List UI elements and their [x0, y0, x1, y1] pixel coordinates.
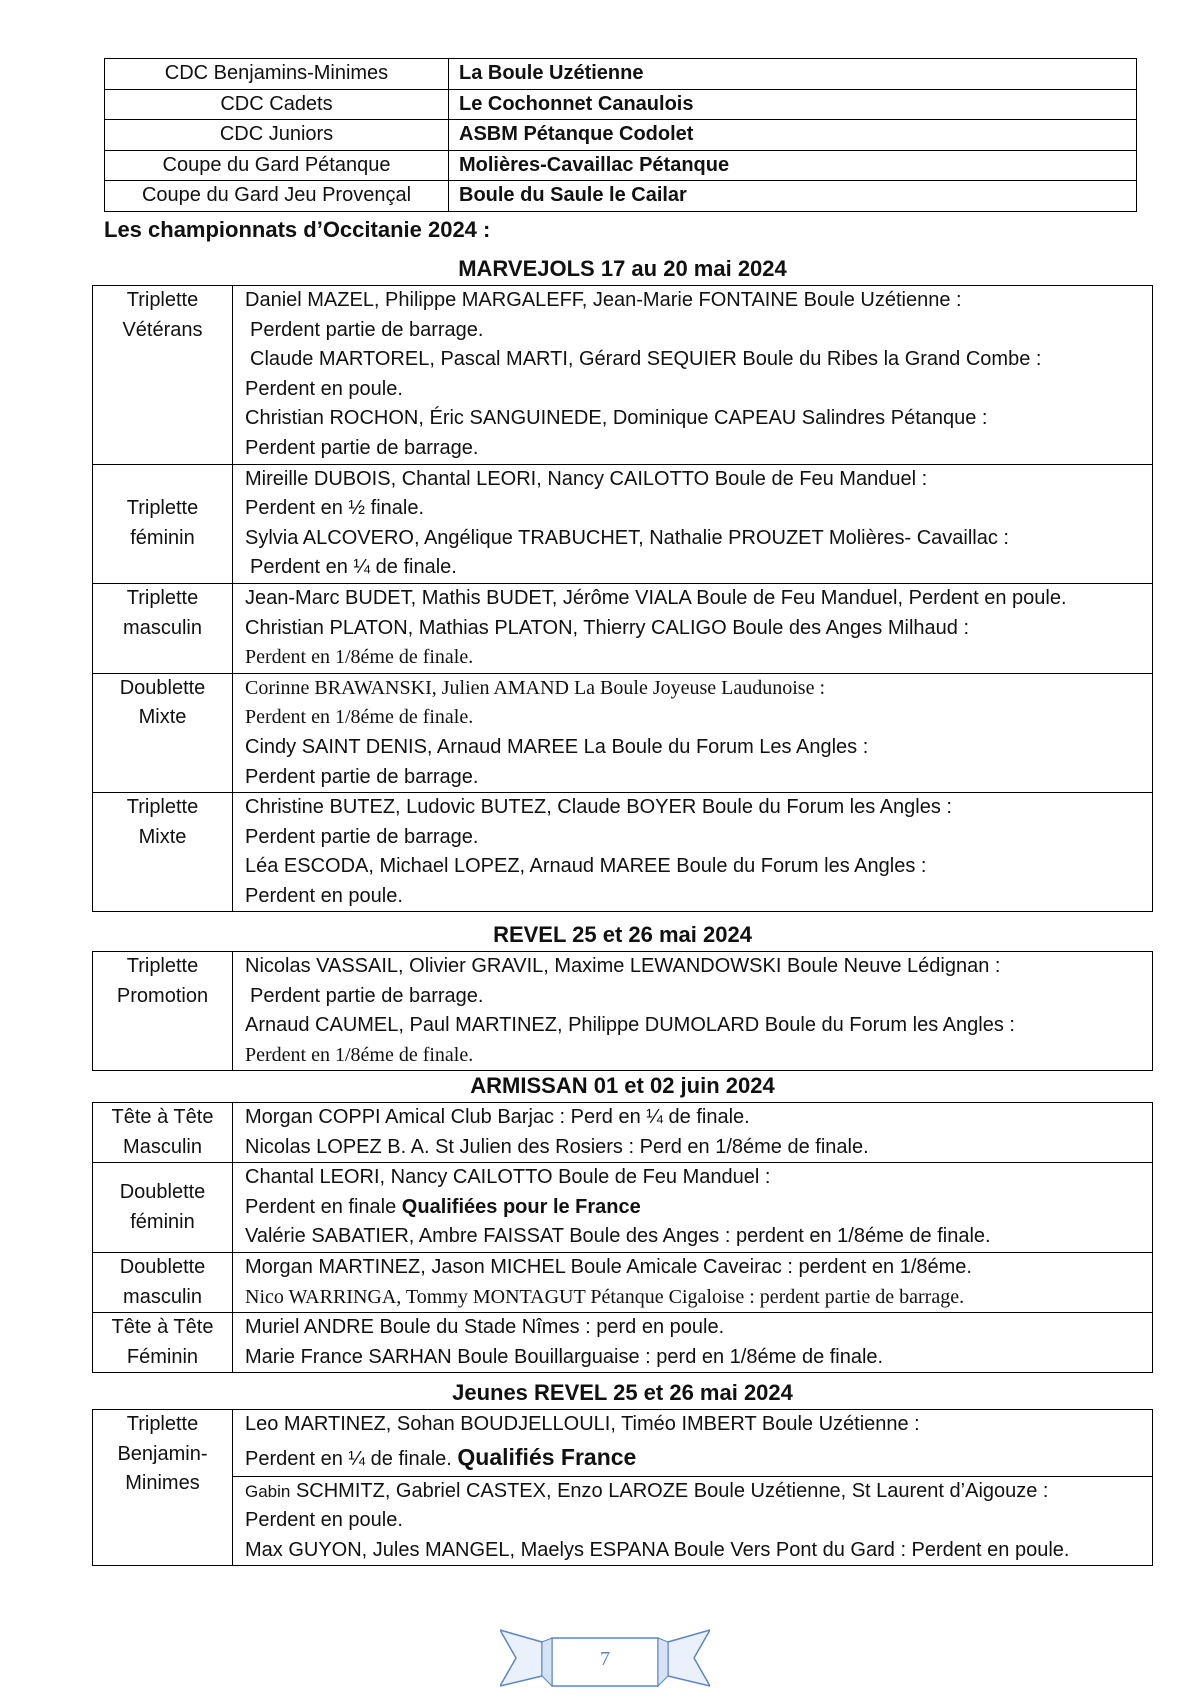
category-cell — [93, 673, 233, 792]
results-divider — [233, 1476, 1152, 1566]
result-line: Perdent partie de barrage. — [245, 765, 479, 788]
team-line: Daniel MAZEL, Philippe MARGALEFF, Jean-Marie FONTAINE Boule Uzétienne : — [245, 289, 962, 311]
category-cell — [93, 1313, 233, 1373]
category-line: masculin — [123, 616, 202, 639]
table-row — [93, 464, 1153, 583]
result-text: Perdent en ¼ de finale. — [245, 1447, 452, 1470]
result-line: Perdent partie de barrage. — [245, 436, 479, 459]
category-line: Tête à Tête — [111, 1316, 214, 1339]
category-line: Benjamin- — [117, 1442, 208, 1465]
results-cell — [233, 286, 1153, 465]
table-row — [93, 793, 1153, 912]
category-line: masculin — [123, 1285, 202, 1308]
team-line: Leo MARTINEZ, Sohan BOUDJELLOULI, Timéo IMBERT Boule Uzétienne : — [245, 1413, 920, 1435]
category-line: Triplette — [126, 796, 199, 819]
result-line: Perdent partie de barrage. — [245, 825, 479, 848]
table-row — [93, 286, 1153, 465]
revel-table — [92, 951, 1153, 1071]
result-text: Perdent en finale — [245, 1195, 397, 1218]
category-line: Féminin — [126, 1345, 199, 1368]
category-cell — [93, 286, 233, 465]
category-line: Triplette — [126, 497, 199, 520]
result-line — [245, 1440, 1152, 1476]
team-line: Muriel ANDRE Boule du Stade Nîmes : perd en poule. — [245, 1316, 725, 1339]
winner-club: Boule du Saule le Cailar — [449, 181, 1137, 212]
competition-label: Coupe du Gard Jeu Provençal — [105, 181, 449, 212]
result-line — [245, 1193, 1152, 1223]
first-name-fragment: Gabin — [245, 1481, 291, 1501]
table-row — [93, 1410, 1153, 1566]
results-cell — [233, 673, 1153, 792]
result-line: Perdent en poule. — [245, 884, 403, 907]
team-line: Morgan COPPI Amical Club Barjac : Perd en ¼ de finale. — [245, 1106, 750, 1128]
team-line: Sylvia ALCOVERO, Angélique TRABUCHET, Nathalie PROUZET Molières- Cavaillac : — [245, 526, 1009, 549]
qualification-note: Qualifiées pour le France — [401, 1195, 641, 1218]
category-line: Doublette — [119, 676, 206, 699]
team-line: Nico WARRINGA, Tommy MONTAGUT Pétanque Cigaloise : perdent partie de barrage. — [245, 1285, 965, 1308]
team-line: Jean-Marc BUDET, Mathis BUDET, Jérôme VIALA Boule de Feu Manduel, Perdent en poule. — [245, 586, 1067, 609]
category-cell — [93, 583, 233, 673]
team-line: Nicolas LOPEZ B. A. St Julien des Rosiers : Perd en 1/8éme de finale. — [245, 1135, 869, 1158]
table-row — [105, 89, 1137, 120]
team-line: Arnaud CAUMEL, Paul MARTINEZ, Philippe DUMOLARD Boule du Forum les Angles : — [245, 1014, 1015, 1037]
team-line: Valérie SABATIER, Ambre FAISSAT Boule des Anges : perdent en 1/8éme de finale. — [245, 1225, 991, 1248]
category-line: Triplette — [126, 289, 199, 311]
team-line: Chantal LEORI, Nancy CAILOTTO Boule de Feu Manduel : — [245, 1166, 771, 1189]
category-line: Mixte — [138, 706, 187, 729]
table-row — [93, 1252, 1153, 1312]
cdc-results-table — [104, 58, 1137, 212]
category-line: Tête à Tête — [111, 1106, 214, 1128]
category-cell — [93, 793, 233, 912]
team-line: Léa ESCODA, Michael LOPEZ, Arnaud MAREE Boule du Forum les Angles : — [245, 855, 927, 878]
category-line: Doublette — [119, 1180, 206, 1203]
team-line — [245, 1477, 1152, 1507]
occitanie-heading: Les championnats d’Occitanie 2024 : — [104, 217, 491, 242]
winner-club: Molières-Cavaillac Pétanque — [449, 150, 1137, 181]
result-line: Perdent partie de barrage. — [250, 984, 484, 1007]
team-line: Marie France SARHAN Boule Bouillarguaise : perd en 1/8éme de finale. — [245, 1345, 884, 1368]
page-number: 7 — [600, 1648, 610, 1670]
team-line: Christine BUTEZ, Ludovic BUTEZ, Claude BOYER Boule du Forum les Angles : — [245, 796, 952, 819]
category-cell — [93, 952, 233, 1071]
team-line: Nicolas VASSAIL, Olivier GRAVIL, Maxime LEWANDOWSKI Boule Neuve Lédignan : — [245, 955, 1001, 977]
results-cell — [233, 1410, 1153, 1566]
table-row — [93, 1313, 1153, 1373]
category-line: Minimes — [125, 1472, 200, 1495]
table-row — [93, 1163, 1153, 1253]
table-row — [93, 583, 1153, 673]
team-line: Morgan MARTINEZ, Jason MICHEL Boule Amicale Caveirac : perdent en 1/8éme. — [245, 1255, 972, 1278]
table-row — [105, 181, 1137, 212]
team-text: SCHMITZ, Gabriel CASTEX, Enzo LAROZE Boule Uzétienne, St Laurent d’Aigouze : — [295, 1479, 1049, 1502]
table-row — [93, 1103, 1153, 1163]
winner-club: ASBM Pétanque Codolet — [449, 120, 1137, 151]
category-line: féminin — [130, 526, 195, 549]
table-row — [93, 952, 1153, 1071]
category-line: Triplette — [126, 955, 199, 977]
winner-club: La Boule Uzétienne — [449, 59, 1137, 90]
result-line: Perdent en ½ finale. — [245, 497, 425, 520]
category-line: Promotion — [116, 984, 209, 1007]
result-line: Perdent en poule. — [245, 377, 403, 400]
category-cell — [93, 1410, 233, 1566]
category-line: Vétérans — [122, 318, 203, 341]
result-line: Perdent en 1/8éme de finale. — [245, 1043, 474, 1066]
team-line: Christian ROCHON, Éric SANGUINEDE, Dominique CAPEAU Salindres Pétanque : — [245, 407, 988, 430]
table-row — [105, 59, 1137, 90]
category-cell — [93, 1103, 233, 1163]
category-cell — [93, 464, 233, 583]
results-cell — [233, 1103, 1153, 1163]
team-line: Cindy SAINT DENIS, Arnaud MAREE La Boule du Forum Les Angles : — [245, 735, 869, 758]
result-line: Perdent en ¼ de finale. — [250, 556, 457, 579]
competition-label: Coupe du Gard Pétanque — [105, 150, 449, 181]
table-row — [105, 150, 1137, 181]
table-row — [105, 120, 1137, 151]
results-cell — [233, 464, 1153, 583]
jeunes-title: Jeunes REVEL 25 et 26 mai 2024 — [452, 1380, 793, 1405]
results-cell — [233, 793, 1153, 912]
revel-title: REVEL 25 et 26 mai 2024 — [493, 922, 752, 947]
category-line: Doublette — [119, 1255, 206, 1278]
team-line: Mireille DUBOIS, Chantal LEORI, Nancy CAILOTTO Boule de Feu Manduel : — [245, 467, 928, 490]
table-row — [93, 673, 1153, 792]
category-line: féminin — [130, 1210, 195, 1233]
team-line: Christian PLATON, Mathias PLATON, Thierry CALIGO Boule des Anges Milhaud : — [245, 616, 970, 639]
competition-label: CDC Benjamins-Minimes — [105, 59, 449, 90]
marvejols-table — [92, 285, 1153, 912]
team-line: Claude MARTOREL, Pascal MARTI, Gérard SEQUIER Boule du Ribes la Grand Combe : — [250, 348, 1042, 371]
result-line: Perdent en 1/8éme de finale. — [245, 706, 474, 729]
armissan-title: ARMISSAN 01 et 02 juin 2024 — [470, 1073, 775, 1098]
jeunes-table — [92, 1409, 1153, 1566]
team-line: Corinne BRAWANSKI, Julien AMAND La Boule Joyeuse Laudunoise : — [245, 676, 826, 699]
result-line: Perdent partie de barrage. — [250, 318, 484, 341]
results-cell — [233, 952, 1153, 1071]
armissan-table — [92, 1102, 1153, 1373]
category-line: Masculin — [123, 1135, 202, 1158]
qualification-note: Qualifiés France — [457, 1443, 637, 1470]
category-line: Triplette — [126, 586, 199, 609]
category-line: Triplette — [126, 1413, 199, 1435]
category-cell — [93, 1252, 233, 1312]
results-cell — [233, 1252, 1153, 1312]
marvejols-title: MARVEJOLS 17 au 20 mai 2024 — [458, 256, 787, 281]
results-cell — [233, 1163, 1153, 1253]
competition-label: CDC Cadets — [105, 89, 449, 120]
category-cell — [93, 1163, 233, 1253]
result-line: Perdent en poule. — [245, 1509, 403, 1532]
category-line: Mixte — [138, 825, 187, 848]
competition-label: CDC Juniors — [105, 120, 449, 151]
result-line: Perdent en 1/8éme de finale. — [245, 646, 474, 669]
results-cell — [233, 583, 1153, 673]
team-line: Max GUYON, Jules MANGEL, Maelys ESPANA Boule Vers Pont du Gard : Perdent en poule. — [245, 1538, 1070, 1561]
winner-club: Le Cochonnet Canaulois — [449, 89, 1137, 120]
results-cell — [233, 1313, 1153, 1373]
